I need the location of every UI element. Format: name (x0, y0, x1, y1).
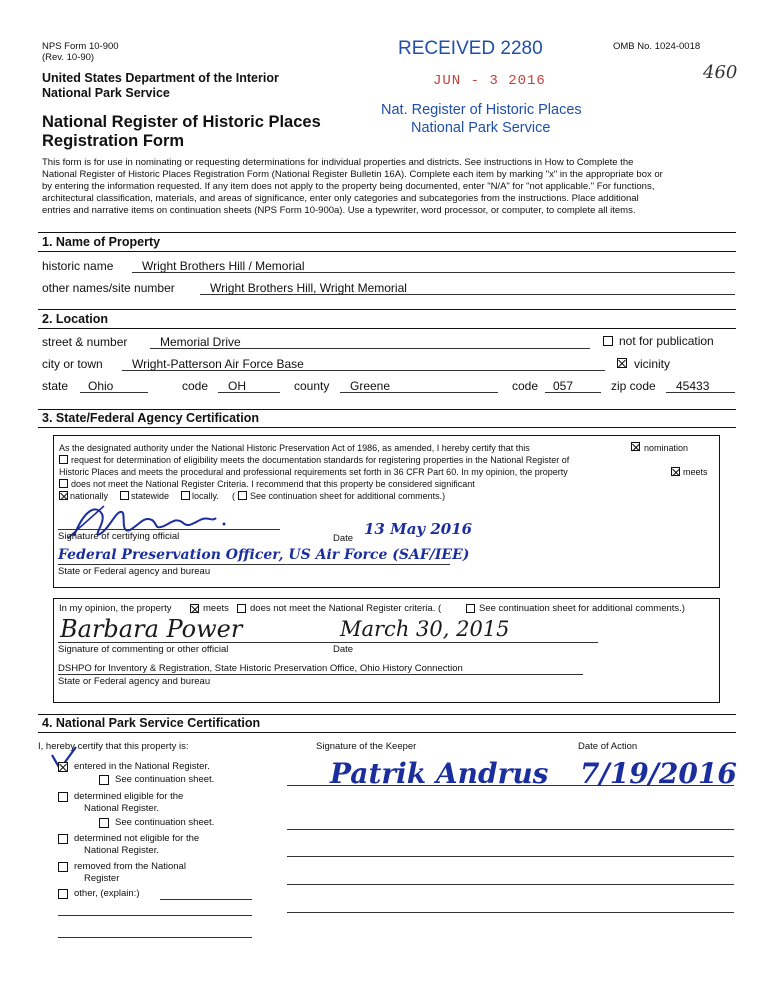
see-continuation-1-label: See continuation sheet. (115, 774, 215, 785)
county-code-field[interactable]: 057 (553, 379, 574, 393)
section-divider (38, 409, 736, 410)
section-divider (38, 251, 736, 252)
street-field[interactable]: Memorial Drive (160, 335, 241, 349)
historic-name-label: historic name (42, 259, 114, 273)
continuation-checkbox[interactable] (238, 491, 247, 500)
other-label: other, (explain:) (74, 888, 140, 899)
opinion-meets-label: meets (203, 603, 229, 614)
vicinity-checkbox[interactable] (617, 358, 627, 368)
commenting-agency-field[interactable]: DSHPO for Inventory & Registration, State Historic Preservation Office, Ohio History Connection (58, 663, 463, 674)
opinion-rest-text: does not meet the National Register criteria. ( (250, 603, 442, 614)
nps-cert-intro: I, hereby certify that this property is: (38, 741, 189, 752)
section1-heading: 1. Name of Property (42, 235, 161, 249)
meets-checkbox[interactable] (671, 467, 680, 476)
other-names-label: other names/site number (42, 281, 175, 295)
removed-label-2: Register (84, 873, 120, 884)
continuation-paren: ( (232, 491, 235, 501)
commenting-signature-label: Signature of commenting or other official (58, 644, 229, 655)
city-label: city or town (42, 357, 103, 371)
section2-heading: 2. Location (42, 312, 108, 326)
signature-underline (58, 529, 280, 530)
opinion-does-not-meet-checkbox[interactable] (237, 604, 246, 613)
not-for-publication-checkbox[interactable] (603, 336, 613, 346)
other-names-field[interactable]: Wright Brothers Hill, Wright Memorial (210, 281, 407, 295)
county-code-label: code (512, 379, 539, 393)
opinion-text: In my opinion, the property (59, 603, 172, 614)
cert-text-line-3: Historic Places and meets the procedural and professional requirements set forth in 36 CFR Part 60. In my opinion, the property (59, 467, 568, 477)
stamp-service-line: National Park Service (411, 120, 551, 136)
agency-underline (58, 674, 583, 675)
continuation-label: See continuation sheet for additional comments.) (250, 491, 446, 501)
intro-line-2: National Register of Historic Places Registration Form (National Register Bulletin 16A). Complete each item by marking "x" in the appropriate box or (42, 169, 663, 180)
see-continuation-1-checkbox[interactable] (99, 775, 109, 785)
nationally-label: nationally (70, 491, 109, 501)
intro-line-3: by entering the information requested. If any item does not apply to the property being documented, enter "N/A" for "not applicable." For functions, (42, 181, 655, 192)
service-name: National Park Service (42, 86, 170, 100)
keeper-signature-line[interactable] (287, 785, 734, 786)
certifying-agency-handwritten: Federal Preservation Officer, US Air Force (SAF/IEE) (58, 547, 470, 563)
cert-meets-label: meets (683, 467, 708, 477)
intro-line-4: architectural classification, materials, and areas of significance, enter only categories and subcategories from the instructions. Place additional (42, 193, 639, 204)
not-eligible-label-2: National Register. (84, 845, 159, 856)
certifying-date-label: Date (333, 533, 354, 544)
entered-label: entered in the National Register. (74, 761, 210, 772)
commenting-agency-label: State or Federal agency and bureau (58, 676, 211, 687)
cert-text-line-1: As the designated authority under the National Historic Preservation Act of 1986, as amended, I hereby certify that this (59, 443, 530, 453)
certifying-agency-label: State or Federal agency and bureau (58, 566, 211, 577)
intro-line-1: This form is for use in nominating or requesting determinations for individual properties and districts. See instructions in How to Complete the (42, 157, 634, 168)
date-of-action-handwritten: 7/19/2016 (580, 757, 737, 790)
state-code-label: code (182, 379, 209, 393)
section4-heading: 4. National Park Service Certification (42, 716, 261, 730)
nationally-checkbox[interactable] (59, 491, 68, 500)
commenting-date-label: Date (333, 644, 354, 655)
date-of-action-label: Date of Action (578, 741, 638, 752)
statewide-checkbox[interactable] (120, 491, 129, 500)
keeper-signature-line[interactable] (287, 829, 734, 830)
vicinity-label: vicinity (634, 357, 671, 371)
request-determination-checkbox[interactable] (59, 455, 68, 464)
cert-text-line-4: does not meet the National Register Criteria. I recommend that this property be considered significant (71, 479, 475, 489)
not-eligible-checkbox[interactable] (58, 834, 68, 844)
not-for-publication-label: not for publication (619, 334, 714, 348)
received-date-stamp: JUN - 3 2016 (433, 73, 546, 89)
keeper-signature-line[interactable] (287, 884, 734, 885)
commenting-official-signature: Barbara Power (60, 615, 243, 643)
does-not-meet-checkbox[interactable] (59, 479, 68, 488)
street-label: street & number (42, 335, 128, 349)
historic-name-field[interactable]: Wright Brothers Hill / Memorial (142, 259, 305, 273)
nomination-checkbox[interactable] (631, 442, 640, 451)
state-label: state (42, 379, 69, 393)
determined-eligible-label-2: National Register. (84, 803, 159, 814)
see-continuation-2-label: See continuation sheet. (115, 817, 215, 828)
state-code-field[interactable]: OH (228, 379, 246, 393)
opinion-continuation-checkbox[interactable] (466, 604, 475, 613)
statewide-label: statewide (131, 491, 170, 501)
form-revision: (Rev. 10-90) (42, 52, 95, 63)
commenting-date-handwritten: March 30, 2015 (340, 617, 510, 641)
zip-field[interactable]: 45433 (676, 379, 710, 393)
received-stamp: RECEIVED 2280 (398, 38, 543, 59)
removed-label-1: removed from the National (74, 861, 186, 872)
form-number: NPS Form 10-900 (42, 41, 119, 52)
zip-label: zip code (611, 379, 656, 393)
opinion-meets-checkbox[interactable] (190, 604, 199, 613)
locally-label: locally. (192, 491, 219, 501)
other-checkbox[interactable] (58, 889, 68, 899)
other-explain-line[interactable] (58, 915, 252, 916)
agency-underline (58, 564, 450, 565)
section-divider (38, 427, 736, 428)
keeper-signature-label: Signature of the Keeper (316, 741, 417, 752)
keeper-signature: Patrik Andrus (330, 757, 549, 790)
department-name: United States Department of the Interior (42, 71, 279, 85)
cert-nomination-label: nomination (644, 443, 689, 453)
omb-number: OMB No. 1024-0018 (613, 41, 701, 52)
signature-underline (58, 642, 598, 643)
see-continuation-2-checkbox[interactable] (99, 818, 109, 828)
keeper-signature-line[interactable] (287, 856, 734, 857)
other-explain-line[interactable] (58, 937, 252, 938)
form-title-line2: Registration Form (42, 132, 185, 150)
removed-checkbox[interactable] (58, 862, 68, 872)
handwritten-reference-number: 460 (703, 62, 738, 83)
section-divider (38, 309, 736, 310)
city-field[interactable]: Wright-Patterson Air Force Base (132, 357, 304, 371)
section-divider (38, 232, 736, 233)
section-divider (38, 732, 736, 733)
keeper-signature-line[interactable] (287, 912, 734, 913)
entered-checkbox[interactable] (58, 762, 68, 772)
intro-line-5: entries and narrative items on continuation sheets (NPS Form 10-900a). Use a typewriter, word processor, or computer, to complete all items. (42, 205, 636, 216)
county-label: county (294, 379, 330, 393)
locally-checkbox[interactable] (181, 491, 190, 500)
certifying-signature-label: Signature of certifying official (58, 531, 180, 542)
stamp-register-line: Nat. Register of Historic Places (381, 102, 582, 118)
county-field[interactable]: Greene (350, 379, 391, 393)
determined-eligible-checkbox[interactable] (58, 792, 68, 802)
determined-eligible-label-1: determined eligible for the (74, 791, 184, 802)
section-divider (38, 328, 736, 329)
opinion-continuation-label: See continuation sheet for additional comments.) (479, 603, 685, 614)
section-divider (38, 714, 736, 715)
section3-heading: 3. State/Federal Agency Certification (42, 411, 259, 425)
other-explain-line[interactable] (160, 899, 252, 900)
form-title-line1: National Register of Historic Places (42, 113, 321, 131)
certifying-date-handwritten: 13 May 2016 (364, 520, 473, 538)
cert-text-line-2: request for determination of eligibility meets the documentation standards for registering properties in the National Register of (71, 455, 570, 465)
not-eligible-label-1: determined not eligible for the (74, 833, 200, 844)
state-field[interactable]: Ohio (88, 379, 114, 393)
